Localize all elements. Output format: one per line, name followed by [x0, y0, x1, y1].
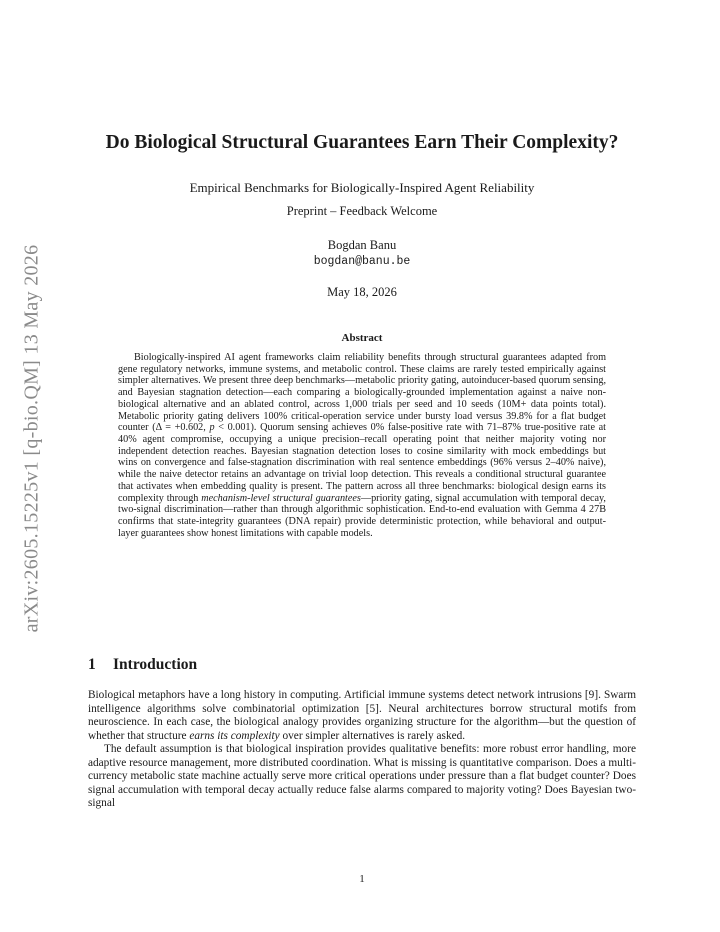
- section-number: 1: [88, 656, 96, 673]
- intro-paragraph-1: [88, 689, 636, 743]
- section-title: Introduction: [113, 656, 198, 673]
- arxiv-identifier: [2, 238, 62, 638]
- author-email: bogdan@banu.be: [313, 255, 411, 268]
- intro-p1-emphasis: earns its complexity: [189, 729, 280, 742]
- abstract-emphasis: mechanism-level structural guarantees: [201, 492, 361, 504]
- abstract-text-part3: —priority gating, signal accumulation with temporal decay, two-signal discrimination—rather than through algorithmic sophistication. End-to-end evaluation with Gemma 4 27B confirms that state-integrity guarantees (DNA repair) provide deterministic protection, while behavioral and output-layer guarantees show honest limitations with capable models.: [118, 492, 606, 539]
- paper-subtitle: Empirical Benchmarks for Biologically-Inspired Agent Reliability: [189, 180, 535, 195]
- abstract-body: [118, 352, 606, 540]
- abstract-text-part1: Biologically-inspired AI agent frameworks claim reliability benefits through structural guarantees adapted from gene regulatory networks, immune systems, and metabolic control. These claims are rarely tested empirically against simpler alternatives. We present three deep benchmarks—metabolic priority gating, autoinducer-based quorum sensing, and Bayesian stagnation detection—each comparing a biologically-grounded implementation against a naive non-biological alternative and an ablated control, across 1,000 trials per seed and 10 seeds (10M+ data points total). Metabolic priority gating delivers 100% critical-operation service under bursty load versus 39.8% for a flat budget counter (Δ = +0.602,: [118, 352, 606, 434]
- intro-p1-text-b: over simpler alternatives is rarely asked.: [279, 729, 466, 742]
- abstract-heading: Abstract: [341, 332, 383, 344]
- preprint-note: Preprint – Feedback Welcome: [286, 204, 438, 218]
- page-number: 1: [359, 873, 365, 885]
- abstract-p-symbol: p: [209, 422, 215, 434]
- abstract-text-part2: < 0.001). Quorum sensing achieves 0% false-positive rate with 71–87% true-positive rate at 40% agent compromise, occupying a unique precision–recall operating point that neither majority voting nor independent detection reaches. Bayesian stagnation detection loses to cosine similarity with mock embeddings but wins on convergence and false-stagnation discrimination with real sentence embeddings (96% versus 2–40% naive), while the naive detector retains an advantage on trivial loop detection. This reveals a conditional structural guarantee that activates when embedding quality is present. The pattern across all three benchmarks: biological design earns its complexity through: [118, 422, 606, 504]
- paper-title: Do Biological Structural Guarantees Earn Their Complexity?: [105, 132, 619, 153]
- paper-date: May 18, 2026: [327, 285, 397, 299]
- arxiv-identifier-text: arXiv:2605.15225v1 [q-bio.QM] 13 May 2026: [20, 244, 43, 632]
- intro-p1-text-a: Biological metaphors have a long history in computing. Artificial immune systems detect network intrusions [9]. Swarm intelligence algorithms solve combinatorial optimization [5]. Neural architectures borrow structural motifs from neuroscience. In each case, the biological analogy provides organizing structure for the algorithm—but the question of whether that structure: [88, 689, 636, 742]
- introduction-body: [88, 689, 636, 811]
- intro-paragraph-2: The default assumption is that biological inspiration provides qualitative benefits: more robust error handling, more adaptive resource management, more distributed coordination. What is missing is quantitative comparison. Does a multi-currency metabolic state machine actually serve more critical operations under pressure than a flat budget counter? Does signal accumulation with temporal decay actually reduce false alarms compared to majority voting? Does Bayesian two-signal: [88, 743, 636, 809]
- section-heading-introduction: [88, 656, 636, 674]
- author-name: Bogdan Banu: [327, 238, 397, 252]
